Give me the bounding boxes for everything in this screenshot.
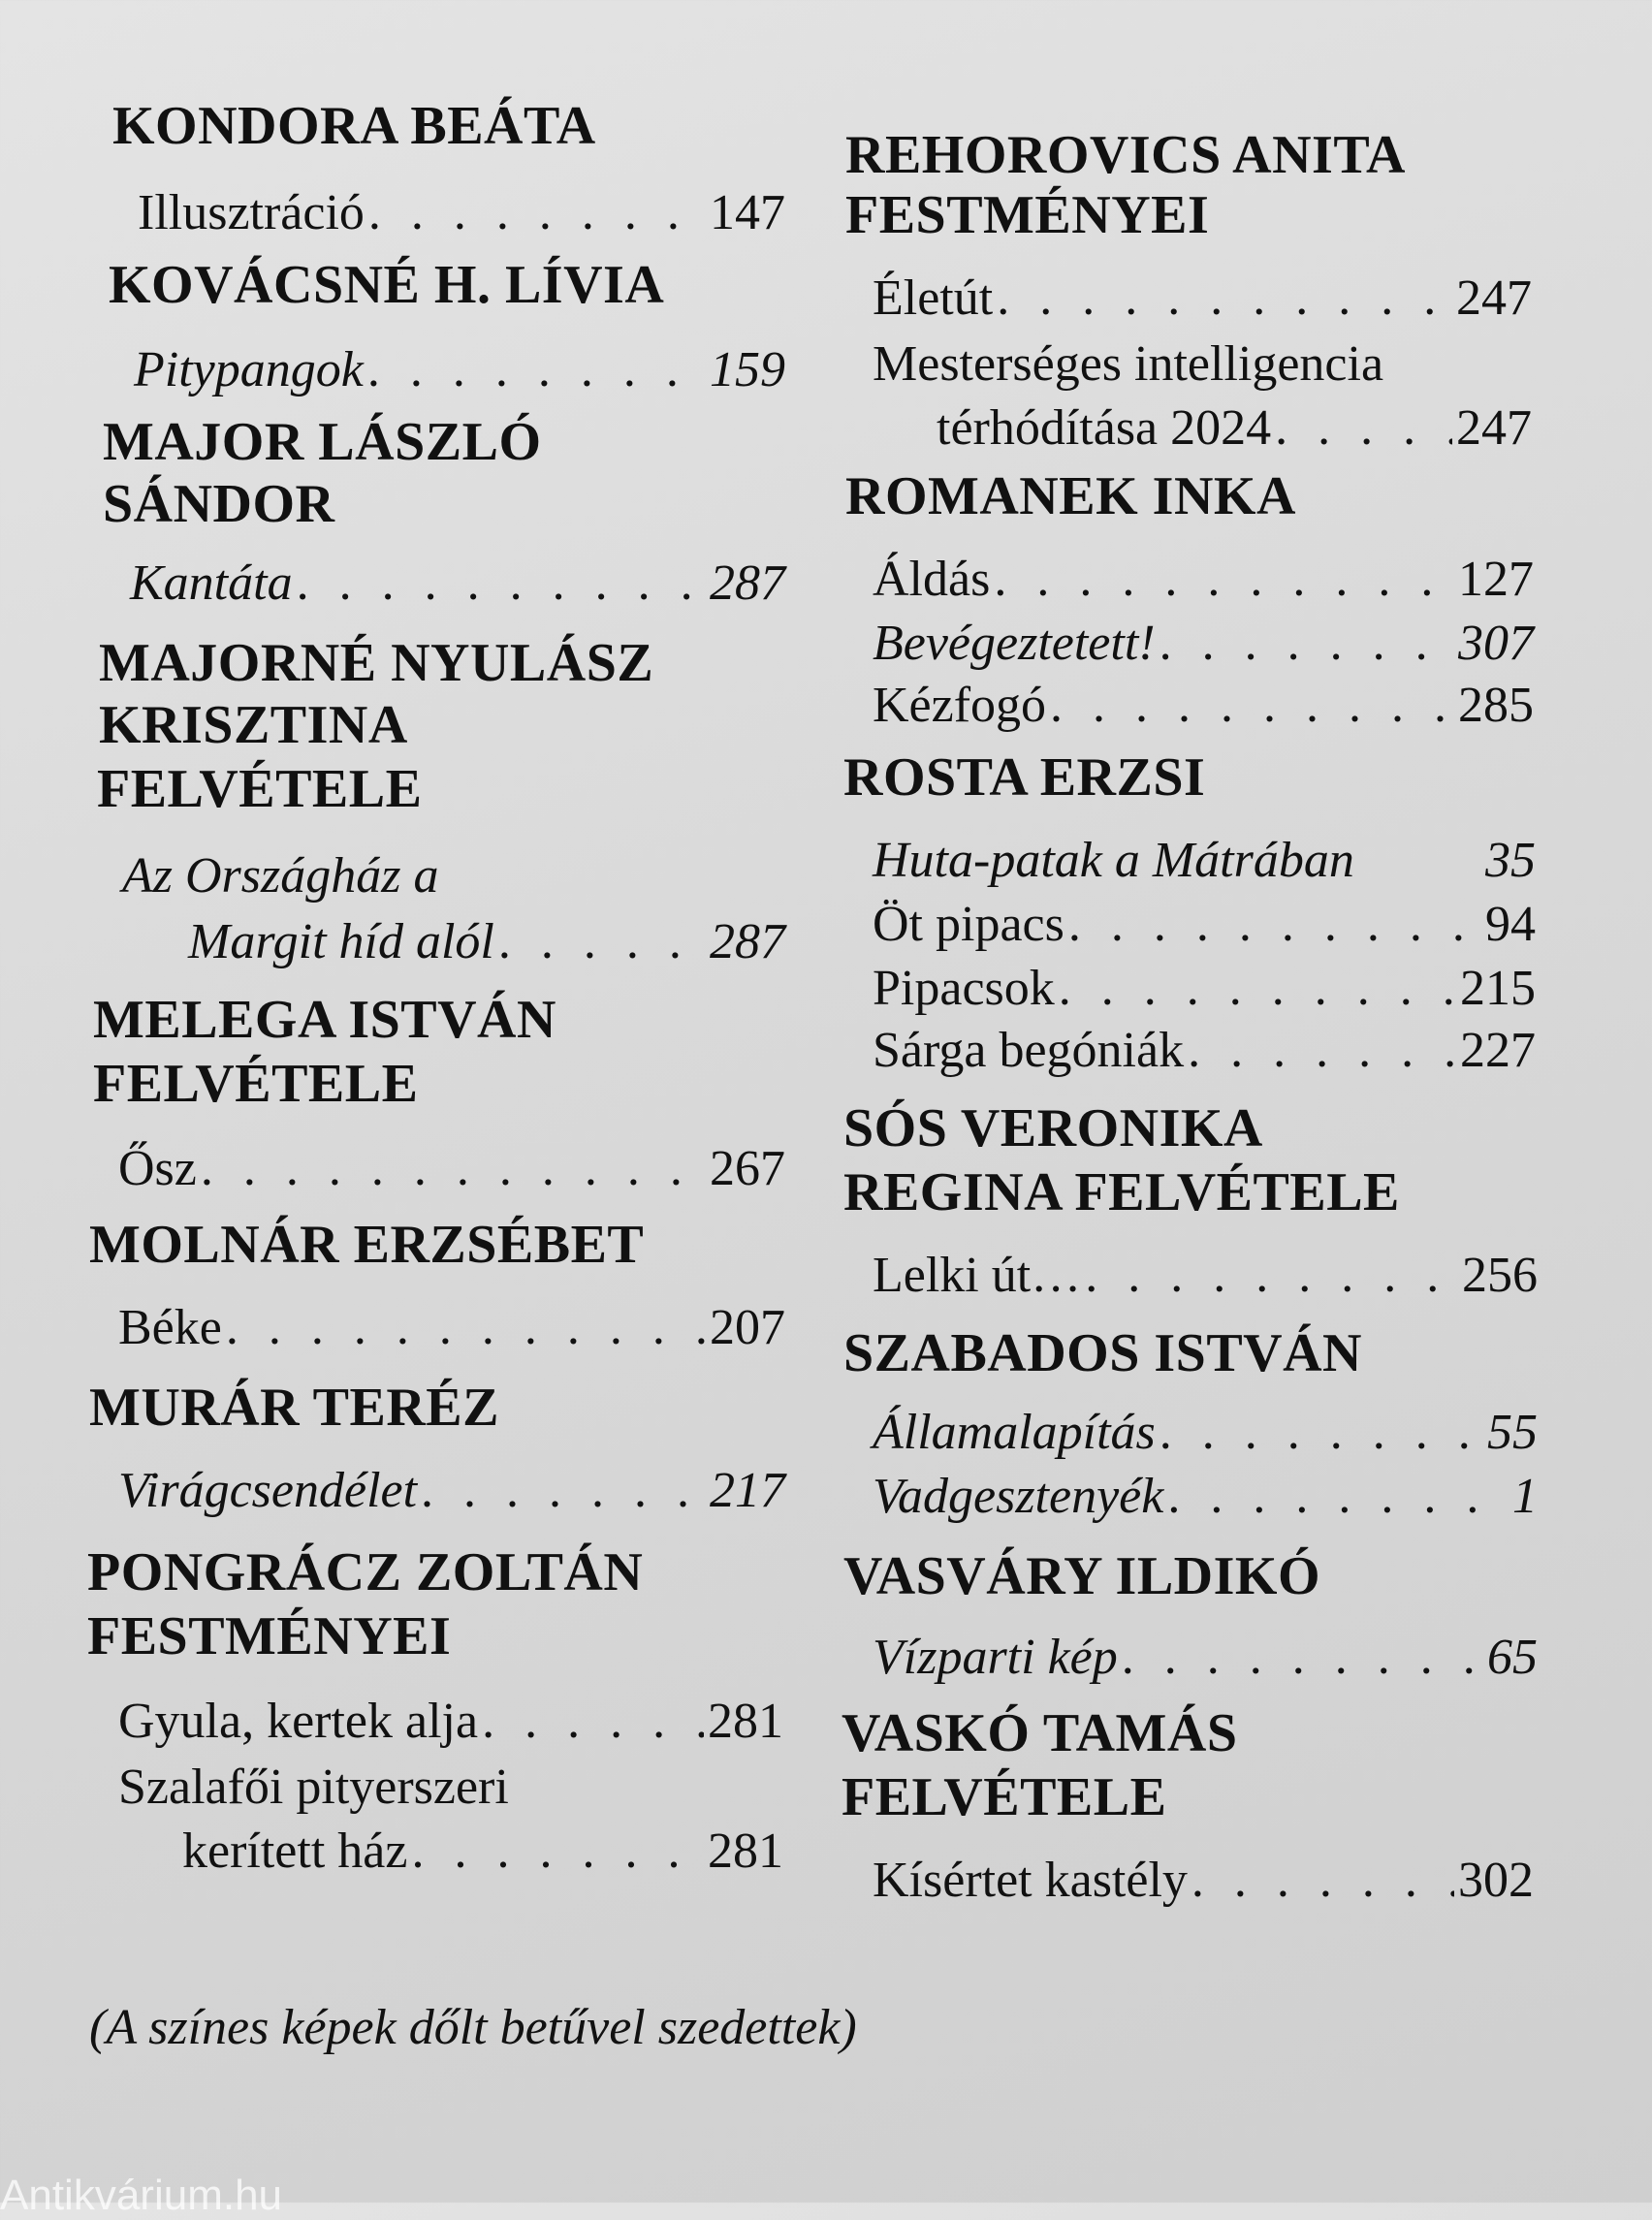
index-entry	[873, 613, 1534, 675]
page-number: 35	[1485, 833, 1536, 888]
author-heading: FESTMÉNYEI	[845, 185, 1210, 245]
index-entry	[873, 830, 1536, 892]
author-heading: VASKÓ TAMÁS	[842, 1703, 1238, 1763]
page-number: 256	[1462, 1248, 1538, 1303]
index-entry	[873, 958, 1536, 1020]
entry-title: Pitypangok	[134, 342, 364, 397]
leader-dots	[1167, 1466, 1509, 1528]
index-entry	[134, 339, 785, 401]
entry-title: Pipacsok	[873, 961, 1055, 1016]
leader-dots	[994, 549, 1454, 611]
author-heading: PONGRÁCZ ZOLTÁN	[87, 1542, 644, 1602]
entry-title: Öt pipacs	[873, 897, 1064, 952]
entry-title: Sárga begóniák	[873, 1023, 1185, 1078]
entry-title: Virágcsendélet	[118, 1463, 418, 1518]
author-heading: SÓS VERONIKA	[843, 1098, 1263, 1158]
page-number: 159	[710, 342, 785, 397]
leader-dots	[1059, 958, 1456, 1020]
entry-title: Bevégeztetett!	[873, 616, 1156, 671]
author-heading: FELVÉTELE	[97, 759, 423, 819]
entry-title: Szalafői pityerszeri	[118, 1760, 509, 1815]
entry-title: Lelki út…	[873, 1248, 1082, 1303]
page-number: 127	[1458, 552, 1534, 607]
page-number: 147	[710, 185, 785, 240]
entry-title: Béke	[118, 1300, 222, 1355]
leader-dots	[368, 182, 706, 244]
leader-dots	[482, 1691, 704, 1753]
page-number: 281	[708, 1824, 783, 1879]
leader-dots	[1188, 1020, 1456, 1082]
leader-dots	[1050, 675, 1454, 737]
entry-title: Vízparti kép	[873, 1630, 1118, 1685]
author-heading: MOLNÁR ERZSÉBET	[89, 1215, 645, 1275]
entry-title: Gyula, kertek alja	[118, 1694, 479, 1749]
leader-dots	[201, 1138, 706, 1200]
leader-dots	[421, 1460, 706, 1522]
author-heading: SZABADOS ISTVÁN	[843, 1323, 1362, 1383]
leader-dots	[1160, 613, 1454, 675]
index-entry	[873, 268, 1532, 330]
leader-dots	[411, 1821, 704, 1883]
index-entry	[130, 553, 785, 615]
index-entry	[873, 1627, 1538, 1689]
author-heading: REHOROVICS ANITA	[845, 125, 1406, 185]
index-entry	[873, 894, 1536, 956]
author-heading: FELVÉTELE	[842, 1767, 1167, 1827]
author-heading: SÁNDOR	[103, 474, 335, 534]
author-heading: FESTMÉNYEI	[87, 1606, 452, 1666]
leader-dots	[1122, 1627, 1483, 1689]
entry-title: kerített ház	[182, 1824, 408, 1879]
author-heading: ROMANEK INKA	[845, 466, 1296, 526]
page-number: 287	[710, 555, 785, 611]
index-entry	[873, 1020, 1536, 1082]
author-heading: KRISZTINA	[99, 695, 408, 755]
leader-dots	[1068, 894, 1481, 956]
page-number: 287	[710, 914, 785, 969]
index-entry	[873, 1245, 1538, 1307]
footnote: (A színes képek dőlt betűvel szedettek)	[89, 2000, 857, 2055]
entry-title: Vadgesztenyék	[873, 1469, 1164, 1524]
entry-title: Életút	[873, 270, 994, 326]
leader-dots	[297, 553, 706, 615]
page-number: 247	[1456, 400, 1532, 456]
index-entry	[937, 397, 1532, 460]
entry-title: Államalapítás	[873, 1405, 1156, 1460]
leader-dots	[498, 911, 706, 973]
index-entry	[118, 1460, 785, 1522]
page-number: 1	[1512, 1469, 1538, 1524]
index-entry	[873, 1850, 1534, 1912]
page-number: 55	[1487, 1405, 1538, 1460]
index-entry	[118, 1297, 785, 1359]
entry-title: Az Országház a	[122, 848, 439, 904]
page-number: 307	[1458, 616, 1534, 671]
page-number: 227	[1460, 1023, 1536, 1078]
leader-dots	[1160, 1402, 1483, 1464]
entry-title: térhódítása 2024	[937, 400, 1272, 456]
page-number: 217	[710, 1463, 785, 1518]
index-entry	[873, 1402, 1538, 1464]
entry-title: Kantáta	[130, 555, 293, 611]
index-entry	[873, 1466, 1538, 1528]
index-entry	[873, 675, 1534, 737]
watermark: Antikvárium.hu	[0, 2172, 283, 2219]
author-heading: MAJORNÉ NYULÁSZ	[99, 633, 654, 693]
leader-dots	[1275, 397, 1452, 460]
page-number: 267	[710, 1141, 785, 1196]
page-number: 65	[1487, 1630, 1538, 1685]
page-number: 302	[1458, 1853, 1534, 1908]
author-heading: VASVÁRY ILDIKÓ	[843, 1546, 1321, 1606]
entry-title: Kézfogó	[873, 678, 1047, 733]
entry-title: Áldás	[873, 552, 991, 607]
author-heading: ROSTA ERZSI	[843, 747, 1206, 808]
leader-dots	[997, 268, 1452, 330]
index-entry	[873, 549, 1534, 611]
author-heading: KOVÁCSNÉ H. LÍVIA	[109, 255, 665, 315]
index-entry	[138, 182, 785, 244]
author-heading: MURÁR TERÉZ	[89, 1378, 499, 1438]
page-number: 285	[1458, 678, 1534, 733]
index-entry	[188, 911, 785, 973]
entry-title: Huta-patak a Mátrában	[873, 833, 1354, 888]
author-heading: KONDORA BEÁTA	[112, 96, 596, 156]
author-heading: MELEGA ISTVÁN	[93, 990, 556, 1050]
author-heading: FELVÉTELE	[93, 1054, 419, 1114]
entry-title: Ősz	[118, 1141, 197, 1196]
page-number: 94	[1485, 897, 1536, 952]
page-number: 247	[1456, 270, 1532, 326]
leader-dots	[1085, 1245, 1458, 1307]
entry-title: Margit híd alól	[188, 914, 494, 969]
entry-title: Kísértet kastély	[873, 1853, 1188, 1908]
page-number: 207	[710, 1300, 785, 1355]
leader-dots	[1191, 1850, 1454, 1912]
entry-title: Illusztráció	[138, 185, 365, 240]
page-number: 281	[708, 1694, 783, 1749]
author-heading: REGINA FELVÉTELE	[843, 1162, 1400, 1222]
entry-title: Mesterséges intelligencia	[873, 336, 1384, 392]
page-number: 215	[1460, 961, 1536, 1016]
author-heading: MAJOR LÁSZLÓ	[103, 412, 542, 472]
index-entry	[118, 1138, 785, 1200]
leader-dots	[367, 339, 706, 401]
index-entry	[182, 1821, 783, 1883]
leader-dots	[226, 1297, 706, 1359]
index-entry	[118, 1691, 783, 1753]
